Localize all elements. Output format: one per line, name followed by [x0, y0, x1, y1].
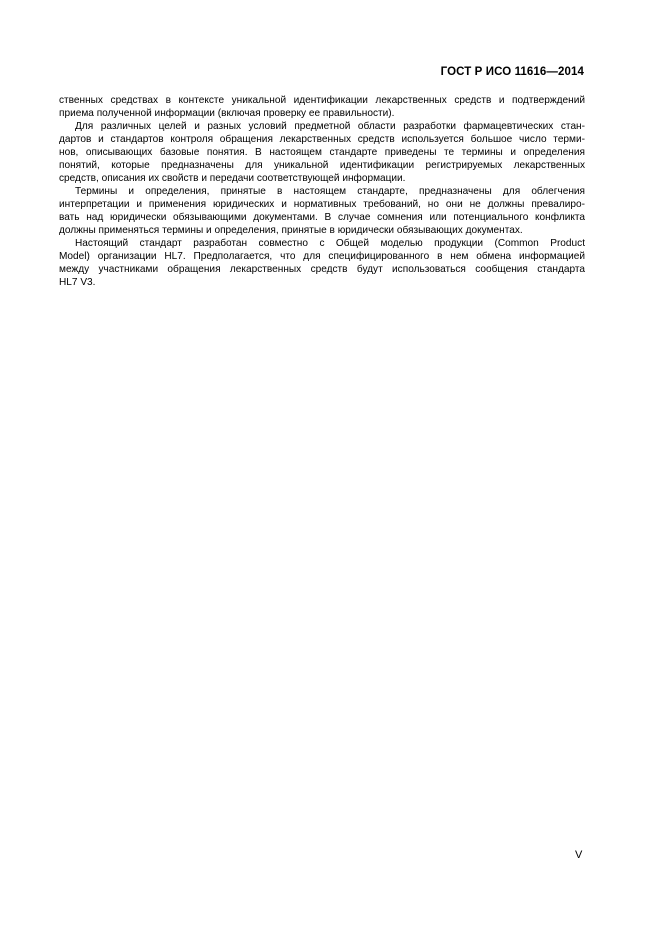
text-line: Термины и определения, принятые в настоящем стандарте, предназначены для облегчения [75, 186, 585, 197]
text-line: понятий, которые предназначены для уникальной идентификации регистрируемых лекарственных [59, 160, 585, 171]
paragraph-continuation [59, 94, 585, 120]
text-line: Настоящий стандарт разработан совместно с Общей моделью продукции (Common Product [75, 238, 585, 249]
text-line: Для различных целей и разных условий предметной области разработки фармацевтических стан- [75, 121, 585, 132]
text-line: интерпретации и применения юридических и нормативных требований, но они не должны превалиро- [59, 199, 585, 210]
text-line: HL7 V3. [59, 277, 96, 288]
paragraph-terminology-purpose [59, 120, 585, 185]
text-line: Model) организации HL7. Предполагается, что для специфицированного в нем обмена информацией [59, 251, 585, 262]
page-number: V [575, 849, 583, 861]
text-line: ственных средствах в контексте уникальной идентификации лекарственных средств и подтверждений [59, 95, 585, 106]
body-text [59, 94, 585, 289]
text-line: средств, описания их свойств и передачи соответствующей информации. [59, 173, 406, 184]
text-line: нов, описывающих базовые понятия. В настоящем стандарте приведены те термины и определения [59, 147, 585, 158]
text-line: приема полученной информации (включая проверку ее правильности). [59, 108, 395, 119]
text-line: между участниками обращения лекарственных средств будут использоваться сообщения стандарта [59, 264, 585, 275]
text-line: дартов и стандартов контроля обращения лекарственных средств используется большое число терми- [59, 134, 585, 145]
text-line: вать над юридически обязывающими документами. В случае сомнения или потенциального конфликта [59, 212, 585, 223]
text-line: должны применяться термины и определения, принятые в юридически обязывающих документах. [59, 225, 523, 236]
paragraph-legal-note [59, 185, 585, 237]
paragraph-hl7-model [59, 237, 585, 289]
document-id-header: ГОСТ Р ИСО 11616—2014 [440, 66, 584, 78]
